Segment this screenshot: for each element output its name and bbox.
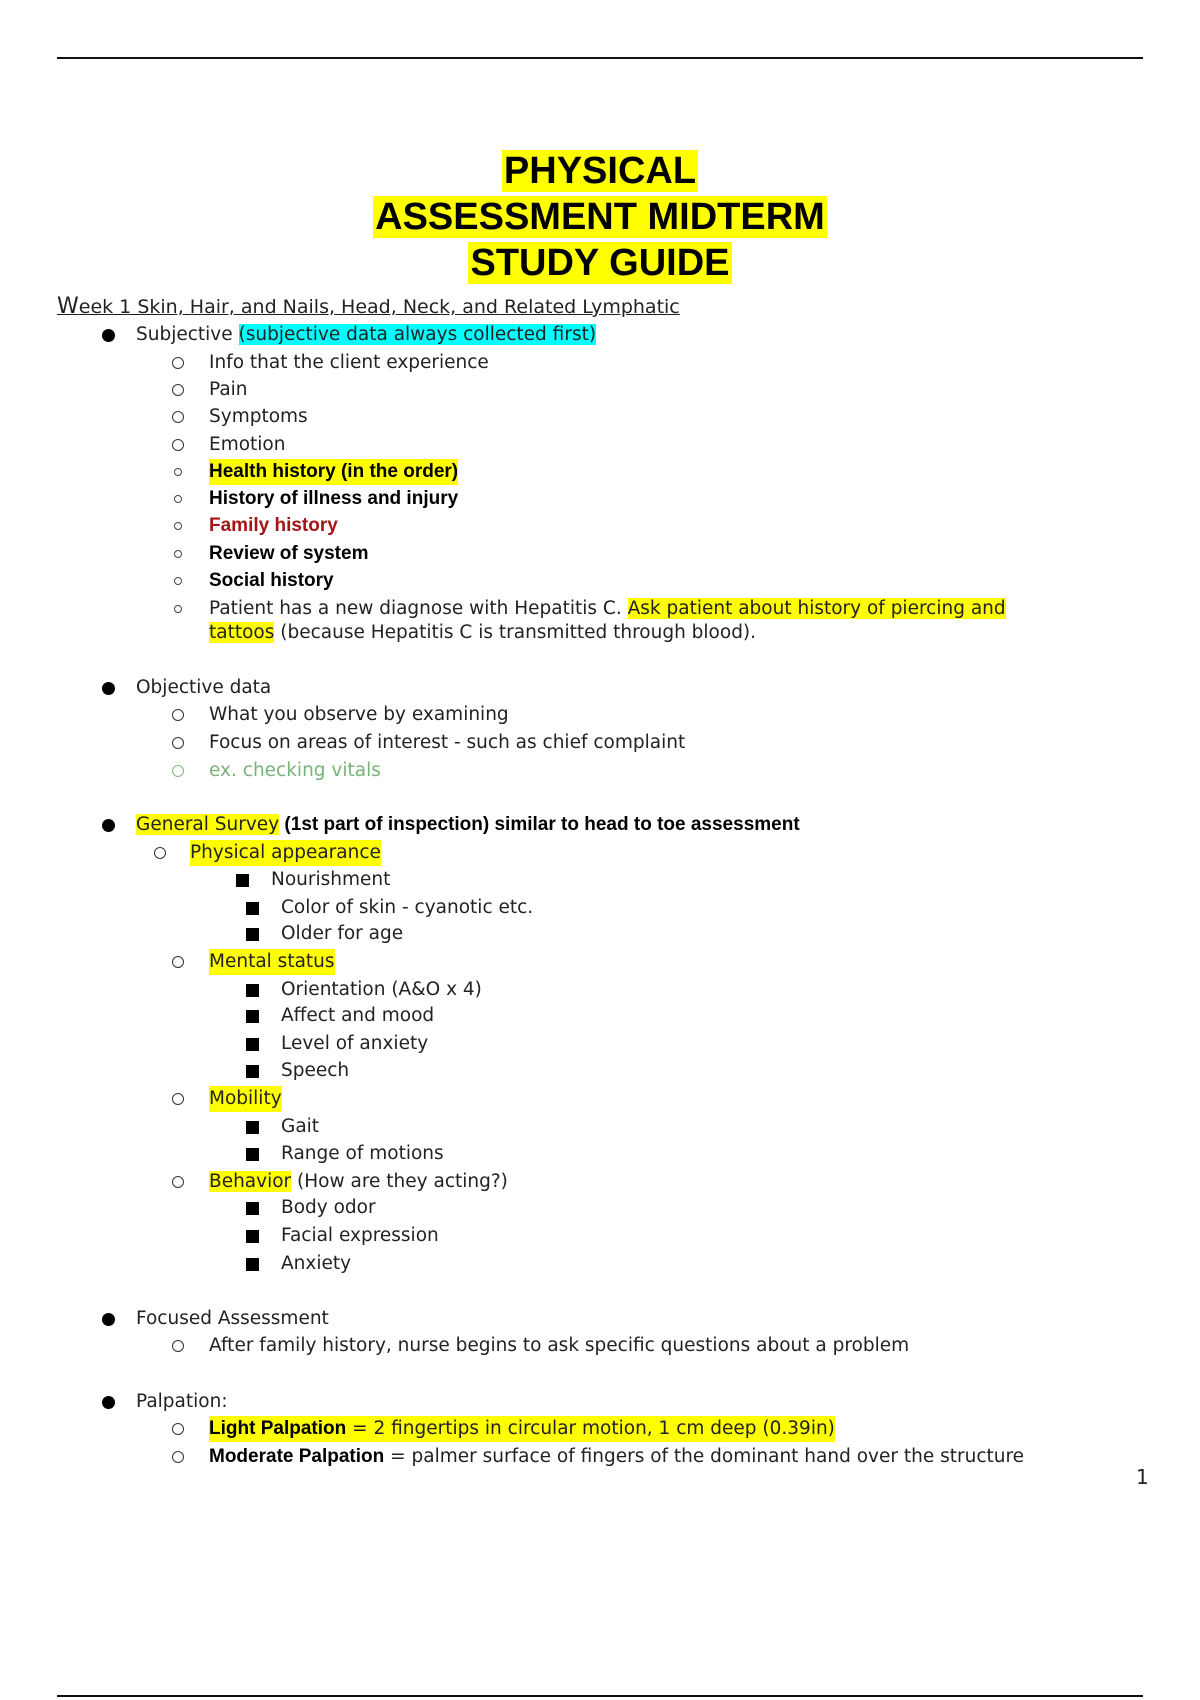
small-circle-bullet-icon [174, 522, 182, 530]
bullet-dot-icon [102, 819, 115, 832]
circle-bullet-icon [172, 439, 184, 451]
square-bullet-icon [246, 1010, 259, 1023]
square-bullet-icon [246, 902, 259, 915]
top-rule [57, 57, 1143, 59]
square-bullet-icon [236, 874, 249, 887]
circle-bullet-icon [154, 847, 166, 859]
circle-bullet-icon [172, 765, 184, 777]
bullet-dot-icon [102, 1396, 115, 1409]
circle-bullet-icon [172, 956, 184, 968]
small-circle-bullet-icon [174, 495, 182, 503]
circle-bullet-icon [172, 737, 184, 749]
circle-bullet-icon [172, 384, 184, 396]
title-line-2: ASSESSMENT MIDTERM [375, 196, 825, 238]
small-circle-bullet-icon [174, 605, 182, 613]
bullet-dot-icon [102, 682, 115, 695]
small-circle-bullet-icon [174, 550, 182, 558]
bottom-rule [57, 1695, 1143, 1697]
small-circle-bullet-icon [174, 468, 182, 476]
circle-bullet-icon [172, 1176, 184, 1188]
circle-bullet-icon [172, 1340, 184, 1352]
document-title [0, 148, 1200, 286]
bullet-dot-icon [102, 329, 115, 342]
bullet-dot-icon [102, 1313, 115, 1326]
square-bullet-icon [246, 1202, 259, 1215]
small-circle-bullet-icon [174, 577, 182, 585]
circle-bullet-icon [172, 1093, 184, 1105]
square-bullet-icon [246, 928, 259, 941]
circle-bullet-icon [172, 411, 184, 423]
page-number: 1 [1136, 1465, 1149, 1489]
circle-bullet-icon [172, 1451, 184, 1463]
square-bullet-icon [246, 1065, 259, 1078]
square-bullet-icon [246, 1148, 259, 1161]
square-bullet-icon [246, 1230, 259, 1243]
subjective-note: (subjective data always collected first) [238, 324, 597, 345]
square-bullet-icon [246, 1038, 259, 1051]
title-line-3: STUDY GUIDE [470, 242, 730, 284]
circle-bullet-icon [172, 709, 184, 721]
week-heading: Week 1 Skin, Hair, and Nails, Head, Neck, and Related Lymphatic [57, 294, 680, 319]
title-line-1: PHYSICAL [503, 150, 697, 192]
square-bullet-icon [246, 1258, 259, 1271]
square-bullet-icon [246, 984, 259, 997]
square-bullet-icon [246, 1121, 259, 1134]
circle-bullet-icon [172, 1423, 184, 1435]
circle-bullet-icon [172, 357, 184, 369]
